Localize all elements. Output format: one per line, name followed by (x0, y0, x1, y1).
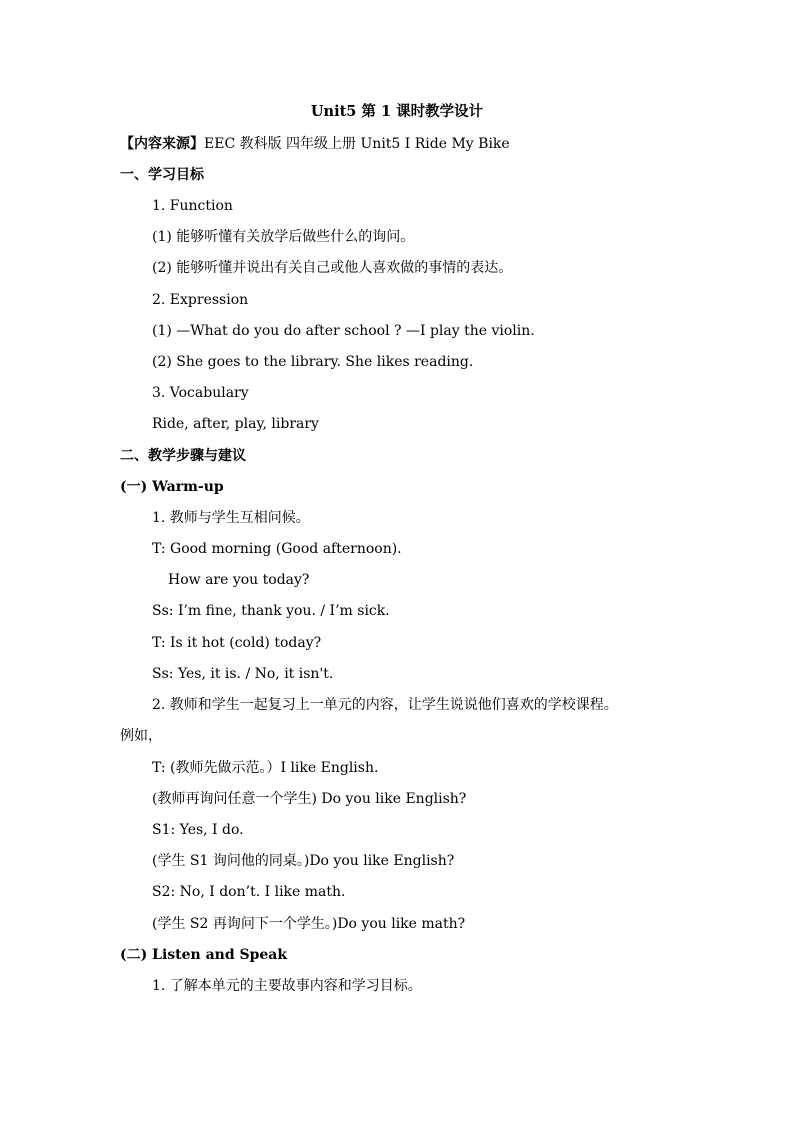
listen-speak-heading: (二) Listen and Speak (120, 947, 288, 963)
vocabulary-heading: 3. Vocabulary (152, 385, 249, 401)
example-dialog-line: (学生 S1 询问他的同桌。)Do you like English? (152, 853, 455, 869)
example-dialog-line: S2: No, I don’t. I like math. (152, 884, 346, 900)
example-dialog-line: (学生 S2 再询问下一个学生。)Do you like math? (152, 916, 466, 932)
warmup-heading: (一) Warm-up (120, 479, 224, 495)
section-heading-learning-goals: 一、学习目标 (120, 167, 204, 183)
listen-speak-step-1: 1. 了解本单元的主要故事内容和学习目标。 (152, 978, 422, 994)
function-heading: 1. Function (152, 198, 233, 214)
expression-heading: 2. Expression (152, 292, 249, 308)
page-title: Unit5 第 1 课时教学设计 (310, 103, 484, 120)
warmup-step-2: 2. 教师和学生一起复习上一单元的内容，让学生说说他们喜欢的学校课程。 (152, 697, 618, 713)
example-dialog-line: S1: Yes, I do. (152, 822, 244, 838)
expression-item: (2) She goes to the library. She likes reading. (152, 354, 474, 370)
section-heading-teaching-steps: 二、教学步骤与建议 (120, 448, 246, 464)
function-item: (2) 能够听懂并说出有关自己或他人喜欢做的事情的表达。 (152, 260, 513, 276)
function-item: (1) 能够听懂有关放学后做些什么的询问。 (152, 229, 415, 245)
example-dialog-line: T: (教师先做示范。）I like English. (152, 760, 379, 776)
example-dialog-line: (教师再询问任意一个学生) Do you like English? (152, 791, 467, 807)
warmup-dialog-line: T: Is it hot (cold) today? (152, 635, 322, 651)
content-source-text: EEC 教科版 四年级上册 Unit5 I Ride My Bike (204, 136, 510, 152)
content-source-line (120, 134, 510, 154)
warmup-step-1: 1. 教师与学生互相问候。 (152, 510, 310, 526)
content-source-label: 【内容来源】 (120, 136, 204, 152)
warmup-dialog-line: How are you today? (168, 572, 310, 588)
warmup-dialog-line: Ss: Yes, it is. / No, it isn't. (152, 666, 334, 682)
warmup-step-2-continued: 例如， (120, 728, 162, 744)
expression-item: (1) —What do you do after school ? —I play the violin. (152, 323, 535, 339)
warmup-dialog-line: T: Good morning (Good afternoon). (152, 541, 402, 557)
warmup-dialog-line: Ss: I’m fine, thank you. / I’m sick. (152, 603, 390, 619)
vocabulary-words: Ride, after, play, library (152, 416, 319, 432)
